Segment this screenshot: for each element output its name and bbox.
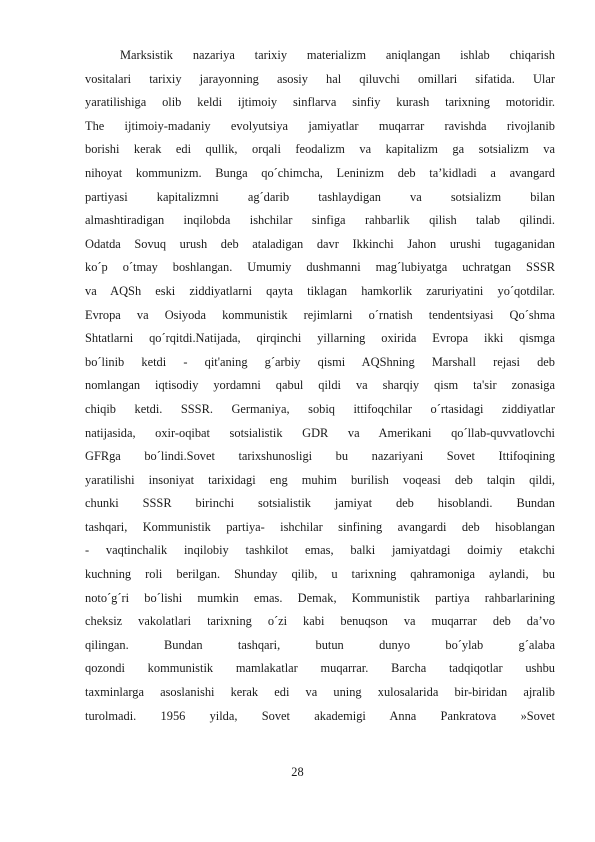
text-line: Evropa va Osiyoda kommunistik rejimlarni o´rnatish tendentsiyasi Qo´shma [85, 307, 555, 322]
text-line: chiqib ketdi. SSSR. Germaniya, sobiq ittifoqchilar o´rtasidagi ziddiyatlar [85, 401, 555, 416]
text-line: almashtiradigan inqilobda ishchilar sinfiga rahbarlik qilish talab qilindi. [85, 213, 555, 228]
text-line: Marksistik nazariya tarixiy materializm aniqlangan ishlab chiqarish [120, 48, 555, 62]
text-line: Odatda Sovuq urush deb ataladigan davr Ikkinchi Jahon urushi tugaganidan [85, 236, 555, 251]
text-line: GFRga bo´lindi.Sovet tarixshunosligi bu nazariyani Sovet Ittifoqining [85, 449, 555, 464]
text-line: taxminlarga asoslanishi kerak edi va uning xulosalarida bir-biridan ajralib [85, 685, 555, 700]
text-line: kuchning roli berilgan. Shunday qilib, u tarixning qahramoniga aylandi, bu [85, 567, 555, 582]
text-line: nomlangan iqtisodiy yordamni qabul qildi va sharqiy qism ta'sir zonasiga [85, 378, 555, 393]
text-line: nihoyat kommunizm. Bunga qo´chimcha, Leninizm deb ta’kidladi a avangard [85, 165, 555, 180]
text-line: turolmadi. 1956 yilda, Sovet akademigi Anna Pankratova »Sovet [85, 708, 555, 723]
text-line: qozondi kommunistik mamlakatlar muqarrar. Barcha tadqiqotlar ushbu [85, 661, 555, 676]
text-line: va AQSh eski ziddiyatlarni qayta tiklagan hamkorlik zaruriyatini yo´qotdilar. [85, 283, 555, 298]
text-line: The ijtimoiy-madaniy evolyutsiya jamiyatlar muqarrar ravishda rivojlanib [85, 118, 555, 133]
text-line: natijasida, oxir-oqibat sotsialistik GDR va Amerikani qo´llab-quvvatlovchi [85, 425, 555, 440]
text-line: vositalari tarixiy jarayonning asosiy hal qiluvchi omillari sifatida. Ular [85, 71, 555, 86]
text-line: ko´p o´tmay boshlangan. Umumiy dushmanni mag´lubiyatga uchratgan SSSR [85, 260, 555, 275]
text-line: yaratilishi insoniyat tarixidagi eng muhim burilish voqeasi deb talqin qildi, [85, 472, 555, 487]
text-line: yaratilishiga olib keldi ijtimoiy sinflarva sinfiy kurash tarixning motoridir. [85, 95, 555, 110]
text-line: cheksiz vakolatlari tarixning o´zi kabi benuqson va muqarrar deb da’vo [85, 614, 555, 629]
text-line: bo´linib ketdi - qit'aning g´arbiy qismi AQShning Marshall rejasi deb [85, 354, 555, 369]
body-text [85, 44, 555, 728]
text-line: qilingan. Bundan tashqari, butun dunyo bo´ylab g´alaba [85, 637, 555, 652]
text-line: partiyasi kapitalizmni ag´darib tashlaydigan va sotsializm bilan [85, 189, 555, 204]
text-line: tashqari, Kommunistik partiya- ishchilar sinfining avangardi deb hisoblangan [85, 519, 555, 534]
text-line: chunki SSSR birinchi sotsialistik jamiyat deb hisoblandi. Bundan [85, 496, 555, 511]
page-number: 28 [291, 765, 304, 779]
text-line: - vaqtinchalik inqilobiy tashkilot emas, balki jamiyatdagi doimiy etakchi [85, 543, 555, 558]
text-line: borishi kerak edi qullik, orqali feodalizm va kapitalizm ga sotsializm va [85, 142, 555, 157]
text-line: noto´g´ri bo´lishi mumkin emas. Demak, Kommunistik partiya rahbarlarining [85, 590, 555, 605]
text-line: Shtatlarni qo´rqitdi.Natijada, qirqinchi yillarning oxirida Evropa ikki qismga [85, 331, 555, 346]
